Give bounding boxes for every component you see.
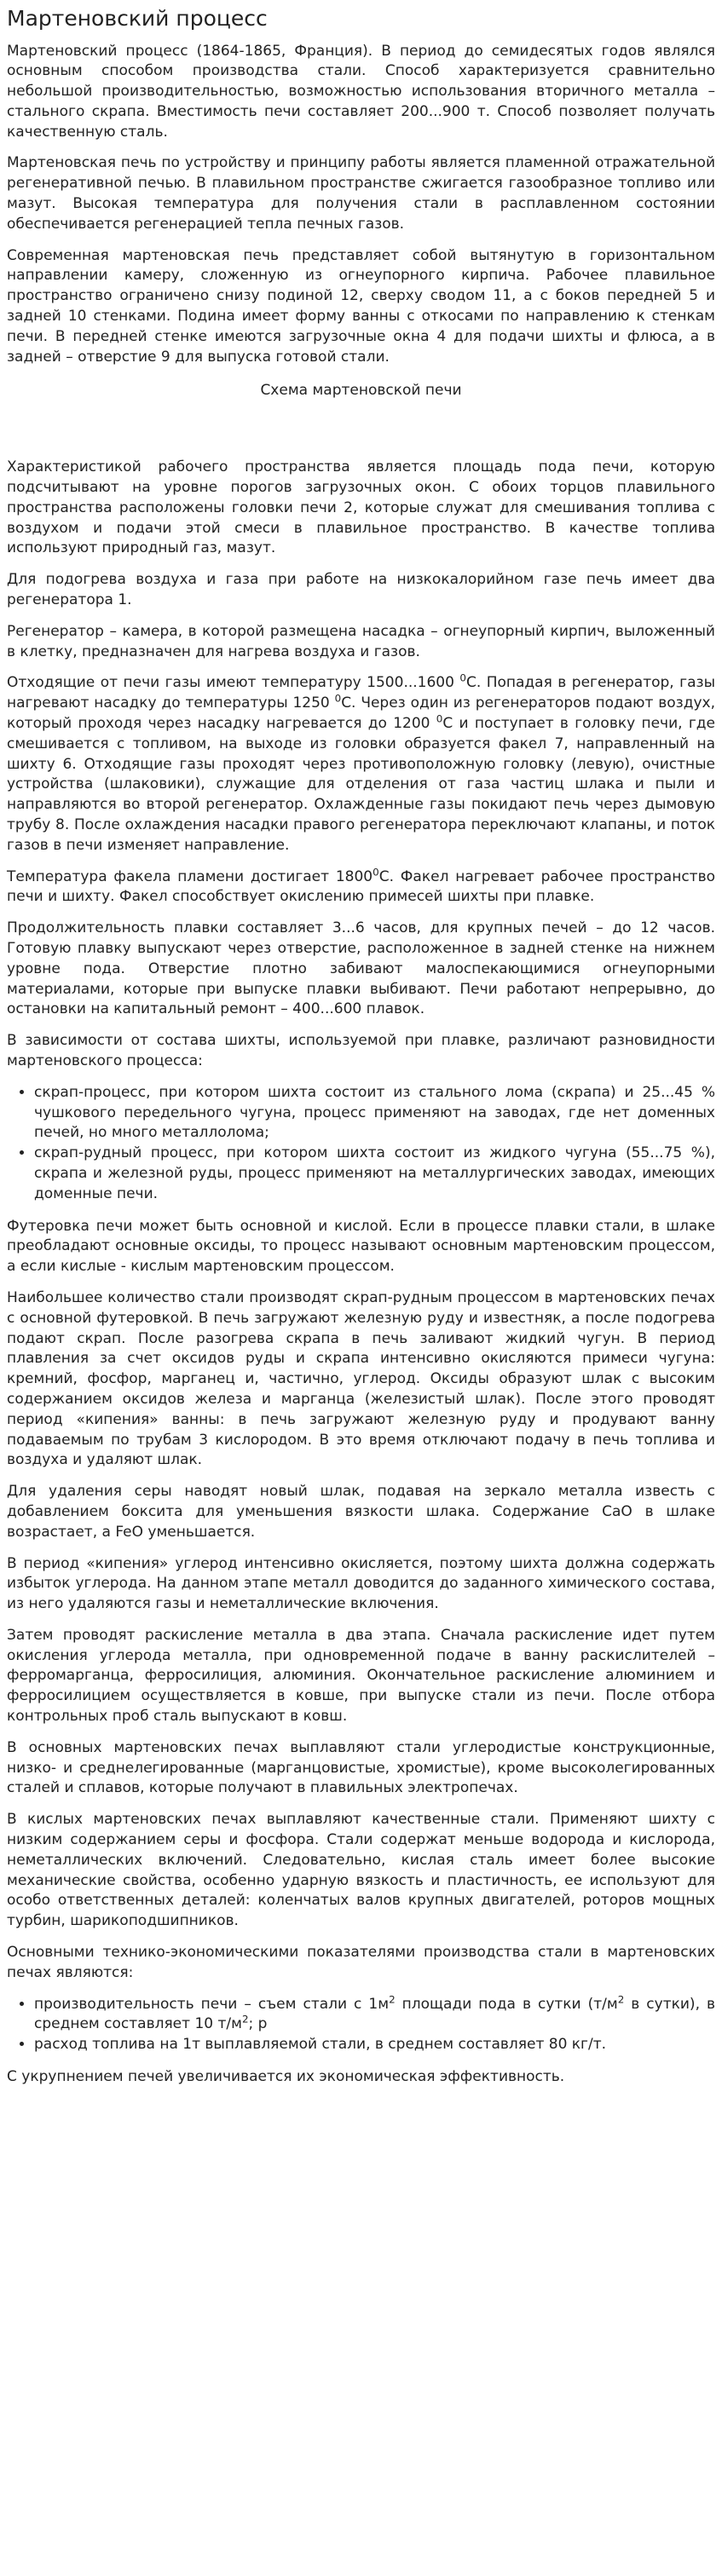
text-run: площади пода в сутки (т/м — [395, 1995, 618, 2013]
superscript: 2 — [389, 1992, 396, 2005]
paragraph: Для подогрева воздуха и газа при работе на низкокалорийном газе печь имеет два регенератора 1. — [7, 571, 715, 609]
text-run: Температура факела пламени достигает 1800 — [7, 867, 373, 885]
list-item — [34, 1992, 715, 2036]
superscript: 2 — [241, 2013, 249, 2026]
superscript: 2 — [617, 1992, 625, 2005]
paragraph — [7, 867, 715, 908]
superscript: 0 — [459, 671, 466, 684]
paragraph: Мартеновская печь по устройству и принципу работы является пламенной отражательной регенеративной печью. В плавильном пространстве сжигается газообразное топливо или мазут. Высокая температура для получения стали в расплавленном состоянии обеспечивается регенерацией тепла печных газов. — [7, 154, 715, 233]
list-item: • скрап-процесс, при котором шихта состоит из стального лома (скрапа) и 25...45 % чушкового передельного чугуна, процесс применяют на заводах, где нет доменных печей, но много металлолома; — [34, 1083, 715, 1144]
paragraph: Характеристикой рабочего пространства является площадь пода печи, которую подсчитывают на уровне порогов загрузочных окон. С обоих торцов плавильного пространства расположены головки печи 2, которые служат для смешивания топлива с воздухом и подачи этой смеси в плавильное пространство. В качестве топлива используют природный газ, мазут. — [7, 458, 715, 557]
paragraph: Регенератор – камера, в которой размещена насадка – огнеупорный кирпич, выложенный в клетку, предназначен для нагрева воздуха и газов. — [7, 622, 715, 660]
paragraph: Для удаления серы наводят новый шлак, подавая на зеркало металла известь с добавлением боксита для уменьшения вязкости шлака. Содержание CaO в шлаке возрастает, а FeO уменьшается. — [7, 1483, 715, 1541]
paragraph: Затем проводят раскисление металла в два этапа. Сначала раскисление идет путем окисления углерода металла, при одновременной подаче в ванну раскислителей – ферромарганца, ферросилиция, алюминия. Окончательное раскисление алюминием и ферросилицием осуществляется в ковше, при выпуске стали из печи. После отбора контрольных проб сталь выпускают в ковш. — [7, 1626, 715, 1726]
paragraph: Современная мартеновская печь представляет собой вытянутую в горизонтальном направлении камеру, сложенную из огнеупорного кирпича. Рабочее плавильное пространство ограничено снизу подиной 12, сверху сводом 11, а с боков передней 5 и задней 10 стенками. Подина имеет форму ванны с откосами по направлению к стенкам печи. В передней стенке имеются загрузочные окна 4 для подачи шихты и флюса, а в задней – отверстие 9 для выпуска готовой стали. — [7, 246, 715, 366]
paragraph: Наибольшее количество стали производят скрап-рудным процессом в мартеновских печах с основной футеровкой. В печь загружают железную руду и известняк, а после подогрева подают скрап. После разогрева скрапа в печь заливают жидкий чугун. В период плавления за счет оксидов руды и скрапа интенсивно окисляются примеси чугуна: кремний, фосфор, марганец и, частично, углерод. Оксиды образуют шлак с высоким содержанием оксидов железа и марганца (железистый шлак). После этого проводят период «кипения» ванны: в печь загружают железную руду и продувают ванну подаваемым по трубам 3 кислородом. В это время отключают подачу в печь топлива и воздуха и удаляют шлак. — [7, 1288, 715, 1469]
superscript: 0 — [436, 712, 443, 725]
text-run: С. Через один из регенераторов подают воздух, который проходя через насадку нагревается до 1200 — [7, 694, 715, 733]
paragraph: В кислых мартеновских печах выплавляют качественные стали. Применяют шихту с низким содержанием серы и фосфора. Стали содержат меньше водорода и кислорода, неметаллических включений. Следовательно, кислая сталь имеет более высокие механические свойства, особенно ударную вязкость и пластичность, ее используют для особо ответственных деталей: коленчатых валов крупных двигателей, роторов мощных турбин, шарикоподшипников. — [7, 1811, 715, 1930]
figure-caption: Схема мартеновской печи — [260, 382, 462, 400]
paragraph: Футеровка печи может быть основной и кислой. Если в процессе плавки стали, в шлаке преобладают основные оксиды, то процесс называют основным мартеновским процессом, а если кислые - кислым мартеновским процессом. — [7, 1217, 715, 1276]
text-run: производительность печи – съем стали с 1м — [34, 1995, 390, 2013]
list-item: • расход топлива на 1т выплавляемой стали, в среднем составляет 80 кг/т. — [34, 2035, 715, 2055]
paragraph: Мартеновский процесс (1864-1865, Франция). В период до семидесятых годов являлся основным способом производства стали. Способ характеризуется сравнительно небольшой производительностью, возможностью использования вторичного металла – стального скрапа. Вместимость печи составляет 200...900 т. Способ позволяет получать качественную сталь. — [7, 42, 715, 141]
text-run: С. Факел нагревает рабочее пространство печи и шихту. Факел способствует окислению примесей шихты при плавке. — [7, 867, 715, 906]
paragraph: В зависимости от состава шихты, используемой при плавке, различают разновидности мартеновского процесса: — [7, 1032, 715, 1069]
superscript: 0 — [334, 692, 342, 705]
paragraph: Основными технико-экономическими показателями производства стали в мартеновских печах являются: — [7, 1944, 715, 1981]
superscript: 0 — [373, 865, 379, 878]
text-run: С и поступает в головку печи, где смешивается с топливом, на выходе из головки образуется факел 7, направленный на шихту 6. Отходящие газы проходят через противоположную головку (левую), очистные устройства (шлаковики), служащие для отделения от газа частиц шлака и пыли и направляются во второй регенератор. Охлажденные газы покидают печь через дымовую трубу 8. После охлаждения насадки правого регенератора переключают клапаны, и поток газов в печи изменяет направление. — [7, 715, 715, 854]
paragraph: В период «кипения» углерод интенсивно окисляется, поэтому шихта должна содержать избыток углерода. На данном этапе металл доводится до заданного химического состава, из него удаляются газы и неметаллические включения. — [7, 1554, 715, 1613]
paragraph: Продолжительность плавки составляет 3...6 часов, для крупных печей – до 12 часов. Готовую плавку выпускают через отверстие, расположенное в задней стенке на нижнем уровне пода. Отверстие плотно забивают малоспекающимися огнеупорными материалами, которые при выпуске плавки выбивают. Печи работают непрерывно, до остановки на капитальный ремонт – 400...600 плавок. — [7, 919, 715, 1018]
text-run: Отходящие от печи газы имеют температуру 1500...1600 — [7, 674, 460, 692]
paragraph: В основных мартеновских печах выплавляют стали углеродистые конструкционные, низко- и среднелегированные (марганцовистые, хромистые), кроме высоколегированных сталей и сплавов, которые получают в плавильных электропечах. — [7, 1738, 715, 1797]
text-run: в сутки), в среднем составляет 10 т/м — [34, 1995, 715, 2033]
paragraph: С укрупнением печей увеличивается их экономическая эффективность. — [7, 2068, 565, 2086]
text-run: С. Попадая в регенератор, газы нагревают насадку до температуры 1250 — [7, 674, 715, 712]
process-types-list — [7, 1083, 715, 1205]
page-title: Мартеновский процесс — [7, 6, 268, 31]
text-run: ; р — [248, 2015, 268, 2033]
indicators-list — [7, 1992, 715, 2055]
paragraph — [7, 673, 715, 856]
list-item: • скрап-рудный процесс, при котором шихта состоит из жидкого чугуна (55...75 %), скрапа и железной руды, процесс применяют на металлургических заводах, имеющих доменные печи. — [34, 1144, 715, 1204]
